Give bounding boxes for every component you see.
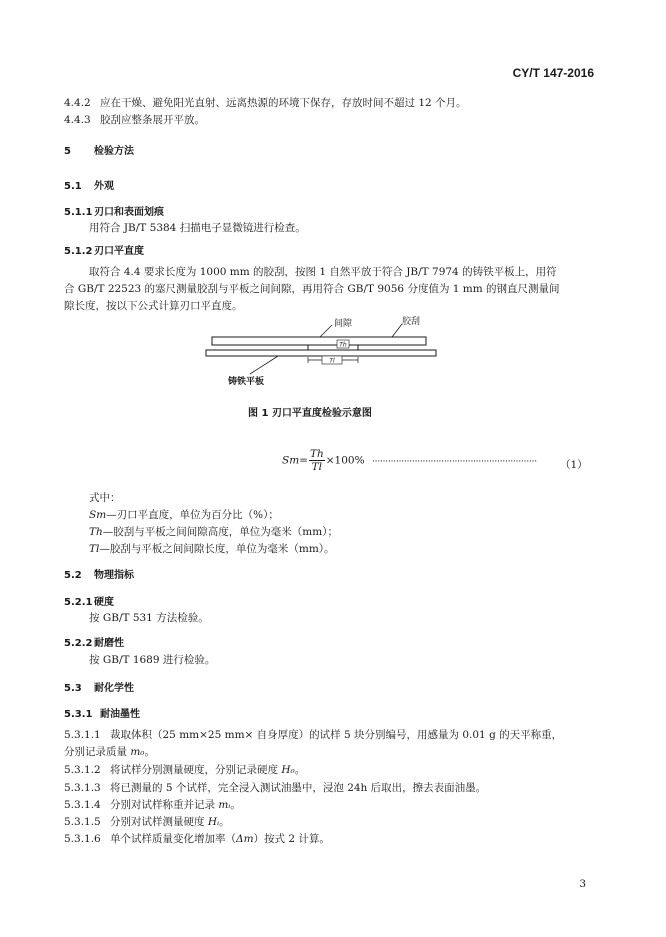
- heading-5-2-2: [64, 634, 124, 649]
- paragraph-5-2-2: 按 GB/T 1689 进行检验。: [89, 654, 216, 666]
- clause-5-3-1-1: [64, 728, 562, 742]
- heading-title: 物理指标: [94, 570, 134, 581]
- clause-text: 单个试样质量变化增加率（: [110, 833, 236, 845]
- gap-marks: [308, 345, 358, 350]
- clause-5-3-1-4: [64, 798, 241, 812]
- heading-5-3-1: [64, 705, 140, 720]
- clause-number: 5.3.1.6: [64, 833, 101, 845]
- heading-number: 5.2: [64, 570, 82, 581]
- clause-end: 。: [219, 816, 230, 828]
- heading-number: 5: [64, 146, 71, 157]
- standard-number: CY/T 147-2016: [512, 66, 594, 80]
- clause-number: 5.3.1.3: [64, 782, 101, 794]
- clause-number: 4.4.2: [64, 97, 91, 109]
- clause-5-3-1-6: [64, 832, 330, 846]
- plate-leader: [250, 356, 278, 374]
- clause-text: 分别对试样测量硬度: [110, 816, 208, 828]
- paragraph-line: 隙长度，按以下公式计算刃口平直度。: [64, 300, 243, 312]
- clause-number: 5.3.1.1: [64, 729, 101, 741]
- paragraph-5-1-1: 用符合 JB/T 5384 扫描电子显微镜进行检查。: [89, 222, 306, 234]
- heading-5-1-2: [64, 242, 144, 257]
- formula-fraction: [309, 448, 325, 473]
- heading-5-1: [64, 177, 114, 192]
- clause-variable: Hᵢ: [207, 816, 220, 828]
- squeegee-leader: [392, 324, 402, 337]
- where-symbol: Th: [89, 526, 103, 538]
- gap-label: 间隙: [334, 319, 353, 329]
- clause-end: 。: [144, 746, 156, 758]
- clause-4-4-2: [64, 96, 467, 110]
- clause-4-4-3: [64, 113, 205, 127]
- clause-end: 。: [230, 799, 241, 811]
- clause-end: 。: [294, 764, 306, 776]
- heading-number: 5.1.1: [64, 207, 93, 218]
- where-item: [89, 525, 338, 539]
- heading-5-2-1: [64, 593, 114, 608]
- formula-denominator: Tl: [311, 461, 323, 473]
- clause-number: 5.3.1.5: [64, 816, 101, 828]
- heading-number: 5.3: [64, 683, 82, 694]
- where-desc: —胶刮与平板之间间隙长度，单位为毫米（mm）。: [99, 543, 335, 555]
- clause-text: 裁取体积（25 mm×25 mm× 自身厚度）的试样 5 块分别编号，用感量为 0.01 g 的天平称重，: [110, 729, 563, 741]
- heading-title: 硬度: [94, 597, 114, 608]
- where-desc: —刃口平直度，单位为百分比（%）；: [106, 509, 279, 521]
- squeegee-label: 胶刮: [402, 317, 421, 327]
- clause-number: 5.3.1.4: [64, 799, 101, 811]
- heading-number: 5.1.2: [64, 246, 93, 257]
- heading-number: 5.1: [64, 181, 82, 192]
- page-number: 3: [579, 878, 586, 890]
- cast-iron-plate: [206, 350, 436, 356]
- heading-title: 外观: [94, 181, 114, 192]
- clause-variable: H₀: [281, 764, 295, 776]
- heading-number: 5.3.1: [64, 709, 93, 720]
- formula-rhs: ×100%: [325, 454, 365, 467]
- clause-5-3-1-2: [64, 763, 305, 777]
- clause-text: 应在干燥、避免阳光直射、远离热源的环境下保存，存放时间不超过 12 个月。: [100, 97, 467, 109]
- tl-label: Tl: [329, 357, 335, 365]
- paragraph-line: 合 GB/T 22523 的塞尺测量胶刮与平板之间间隙，再用符合 GB/T 9056 分度值为 1 mm 的钢直尺测量间: [64, 283, 560, 295]
- squeegee-strip: [212, 337, 426, 345]
- paragraph-line: 取符合 4.4 要求长度为 1000 mm 的胶刮，按图 1 自然平放于符合 JB/T 7974 的铸铁平板上，用符: [89, 266, 557, 278]
- clause-5-3-1-3: [64, 781, 486, 795]
- clause-text: 将试样分别测量硬度，分别记录硬度: [110, 764, 282, 776]
- heading-number: 5.2.1: [64, 597, 93, 608]
- formula-1: [282, 448, 365, 473]
- heading-5: [64, 142, 134, 157]
- figure-1-diagram: [190, 312, 450, 394]
- heading-title: 刃口和表面划痕: [94, 207, 164, 218]
- clause-text: 胶刮应整条展开平放。: [100, 114, 205, 126]
- heading-title: 刃口平直度: [94, 246, 144, 257]
- plate-label: 铸铁平板: [228, 377, 265, 387]
- heading-title: 耐油墨性: [100, 709, 140, 720]
- heading-5-3: [64, 679, 134, 694]
- clause-end: ）按式 2 计算。: [253, 833, 330, 845]
- where-intro: 式中：: [89, 492, 121, 504]
- formula-dots: ······························································: [372, 457, 537, 467]
- clause-number: 4.4.3: [64, 114, 91, 126]
- where-symbol: Sm: [89, 509, 107, 521]
- gap-leader: [320, 325, 332, 337]
- where-item: [89, 508, 279, 522]
- where-symbol: Tl: [89, 543, 100, 555]
- clause-text: 分别对试样称重并记录: [110, 799, 219, 811]
- clause-number: 5.3.1.2: [64, 764, 101, 776]
- figure-1-caption: 图 1 刃口平直度检验示意图: [248, 408, 372, 419]
- clause-5-3-1-1-cont: [64, 745, 155, 759]
- paragraph-5-2-1: 按 GB/T 531 方法检验。: [89, 612, 209, 624]
- where-item: [89, 542, 335, 556]
- formula-numerator: Th: [309, 448, 324, 460]
- clause-text: 分别记录质量: [64, 746, 131, 758]
- th-label: Th: [339, 341, 347, 349]
- where-desc: —胶刮与平板之间间隙高度，单位为毫米（mm）；: [102, 526, 338, 538]
- heading-title: 耐化学性: [94, 683, 134, 694]
- heading-title: 检验方法: [94, 146, 134, 157]
- formula-number: （1）: [560, 459, 588, 471]
- heading-5-1-1: [64, 203, 164, 218]
- clause-text: 将已测量的 5 个试样，完全浸入测试油墨中，浸泡 24h 后取出，擦去表面油墨。: [110, 782, 487, 794]
- clause-5-3-1-5: [64, 815, 230, 829]
- clause-variable: m₀: [130, 746, 145, 758]
- clause-variable: Δm: [236, 833, 254, 845]
- clause-variable: mᵢ: [218, 799, 231, 811]
- heading-number: 5.2.2: [64, 638, 93, 649]
- heading-title: 耐磨性: [94, 638, 124, 649]
- heading-5-2: [64, 566, 134, 581]
- formula-lhs: Sm=: [282, 454, 308, 467]
